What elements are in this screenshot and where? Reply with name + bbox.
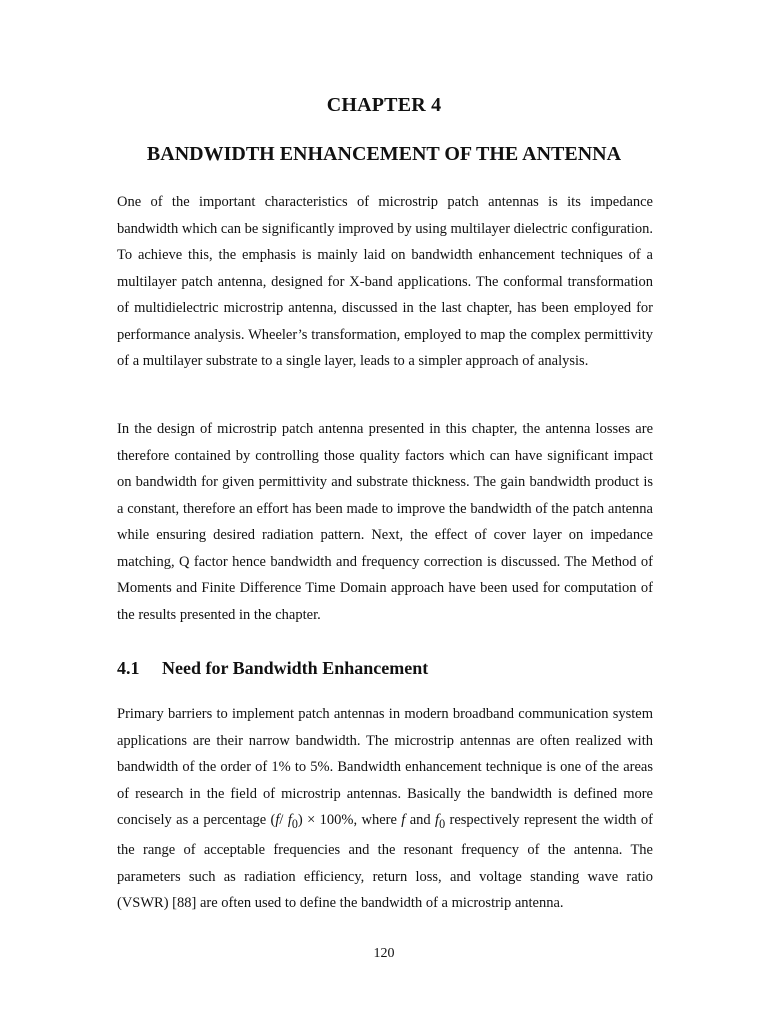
- chapter-heading: CHAPTER 4: [326, 94, 442, 116]
- section-heading: [117, 658, 428, 679]
- intro-paragraph-2: In the design of microstrip patch antenna presented in this chapter, the antenna losses are therefore contained by controlling those quality factors which can have significant impact on bandwidth for given permittivity and substrate thickness. The gain bandwidth product is a constant, therefore an effort has been made to improve the bandwidth of the patch antenna while ensuring desired radiation pattern. Next, the effect of cover layer on impedance matching, Q factor hence bandwidth and frequency correction is discussed. The Method of Moments and Finite Difference Time Domain approach have been used for computation of the results presented in the chapter.: [117, 421, 653, 623]
- chapter-title: BANDWIDTH ENHANCEMENT OF THE ANTENNA: [146, 143, 622, 165]
- section-paragraph-text-b: ) × 100%, where: [297, 812, 402, 828]
- section-paragraph: [117, 701, 653, 917]
- formula-f0-subscript: 0: [291, 816, 298, 831]
- formula-f: f: [275, 812, 280, 828]
- section-paragraph-and: and: [405, 812, 436, 828]
- section-title: Need for Bandwidth Enhancement: [162, 658, 429, 678]
- symbol-f0-subscript: 0: [439, 816, 446, 831]
- page-number: 120: [373, 946, 395, 961]
- formula-f0: f: [287, 812, 292, 828]
- formula-slash: /: [279, 812, 288, 828]
- symbol-f: f: [401, 812, 406, 828]
- section-paragraph-text-a: Primary barriers to implement patch antennas in modern broadband communication system applications are their narrow bandwidth. The microstrip antennas are often realized with bandwidth of the order of 1% to 5%. Bandwidth enhancement technique is one of the areas of research in the field of microstrip antennas. Basically the bandwidth is defined more concisely as a percentage (: [117, 706, 653, 828]
- section-number: 4.1: [117, 658, 140, 678]
- symbol-f0: f: [435, 812, 440, 828]
- section-paragraph-text-c: respectively represent the width of the range of acceptable frequencies and the resonant frequency of the antenna. The parameters such as radiation efficiency, return loss, and voltage standing wave ratio (VSWR) [88] are often used to define the bandwidth of a microstrip antenna.: [117, 812, 653, 912]
- intro-paragraph-1: One of the important characteristics of microstrip patch antennas is its impedance bandwidth which can be significantly improved by using multilayer dielectric configuration. To achieve this, the emphasis is mainly laid on bandwidth enhancement techniques of a multilayer patch antenna, designed for X-band applications. The conformal transformation of multidielectric microstrip antenna, discussed in the last chapter, has been employed for performance analysis. Wheeler’s transformation, employed to map the complex permittivity of a multilayer substrate to a single layer, leads to a simpler approach of analysis.: [117, 194, 653, 369]
